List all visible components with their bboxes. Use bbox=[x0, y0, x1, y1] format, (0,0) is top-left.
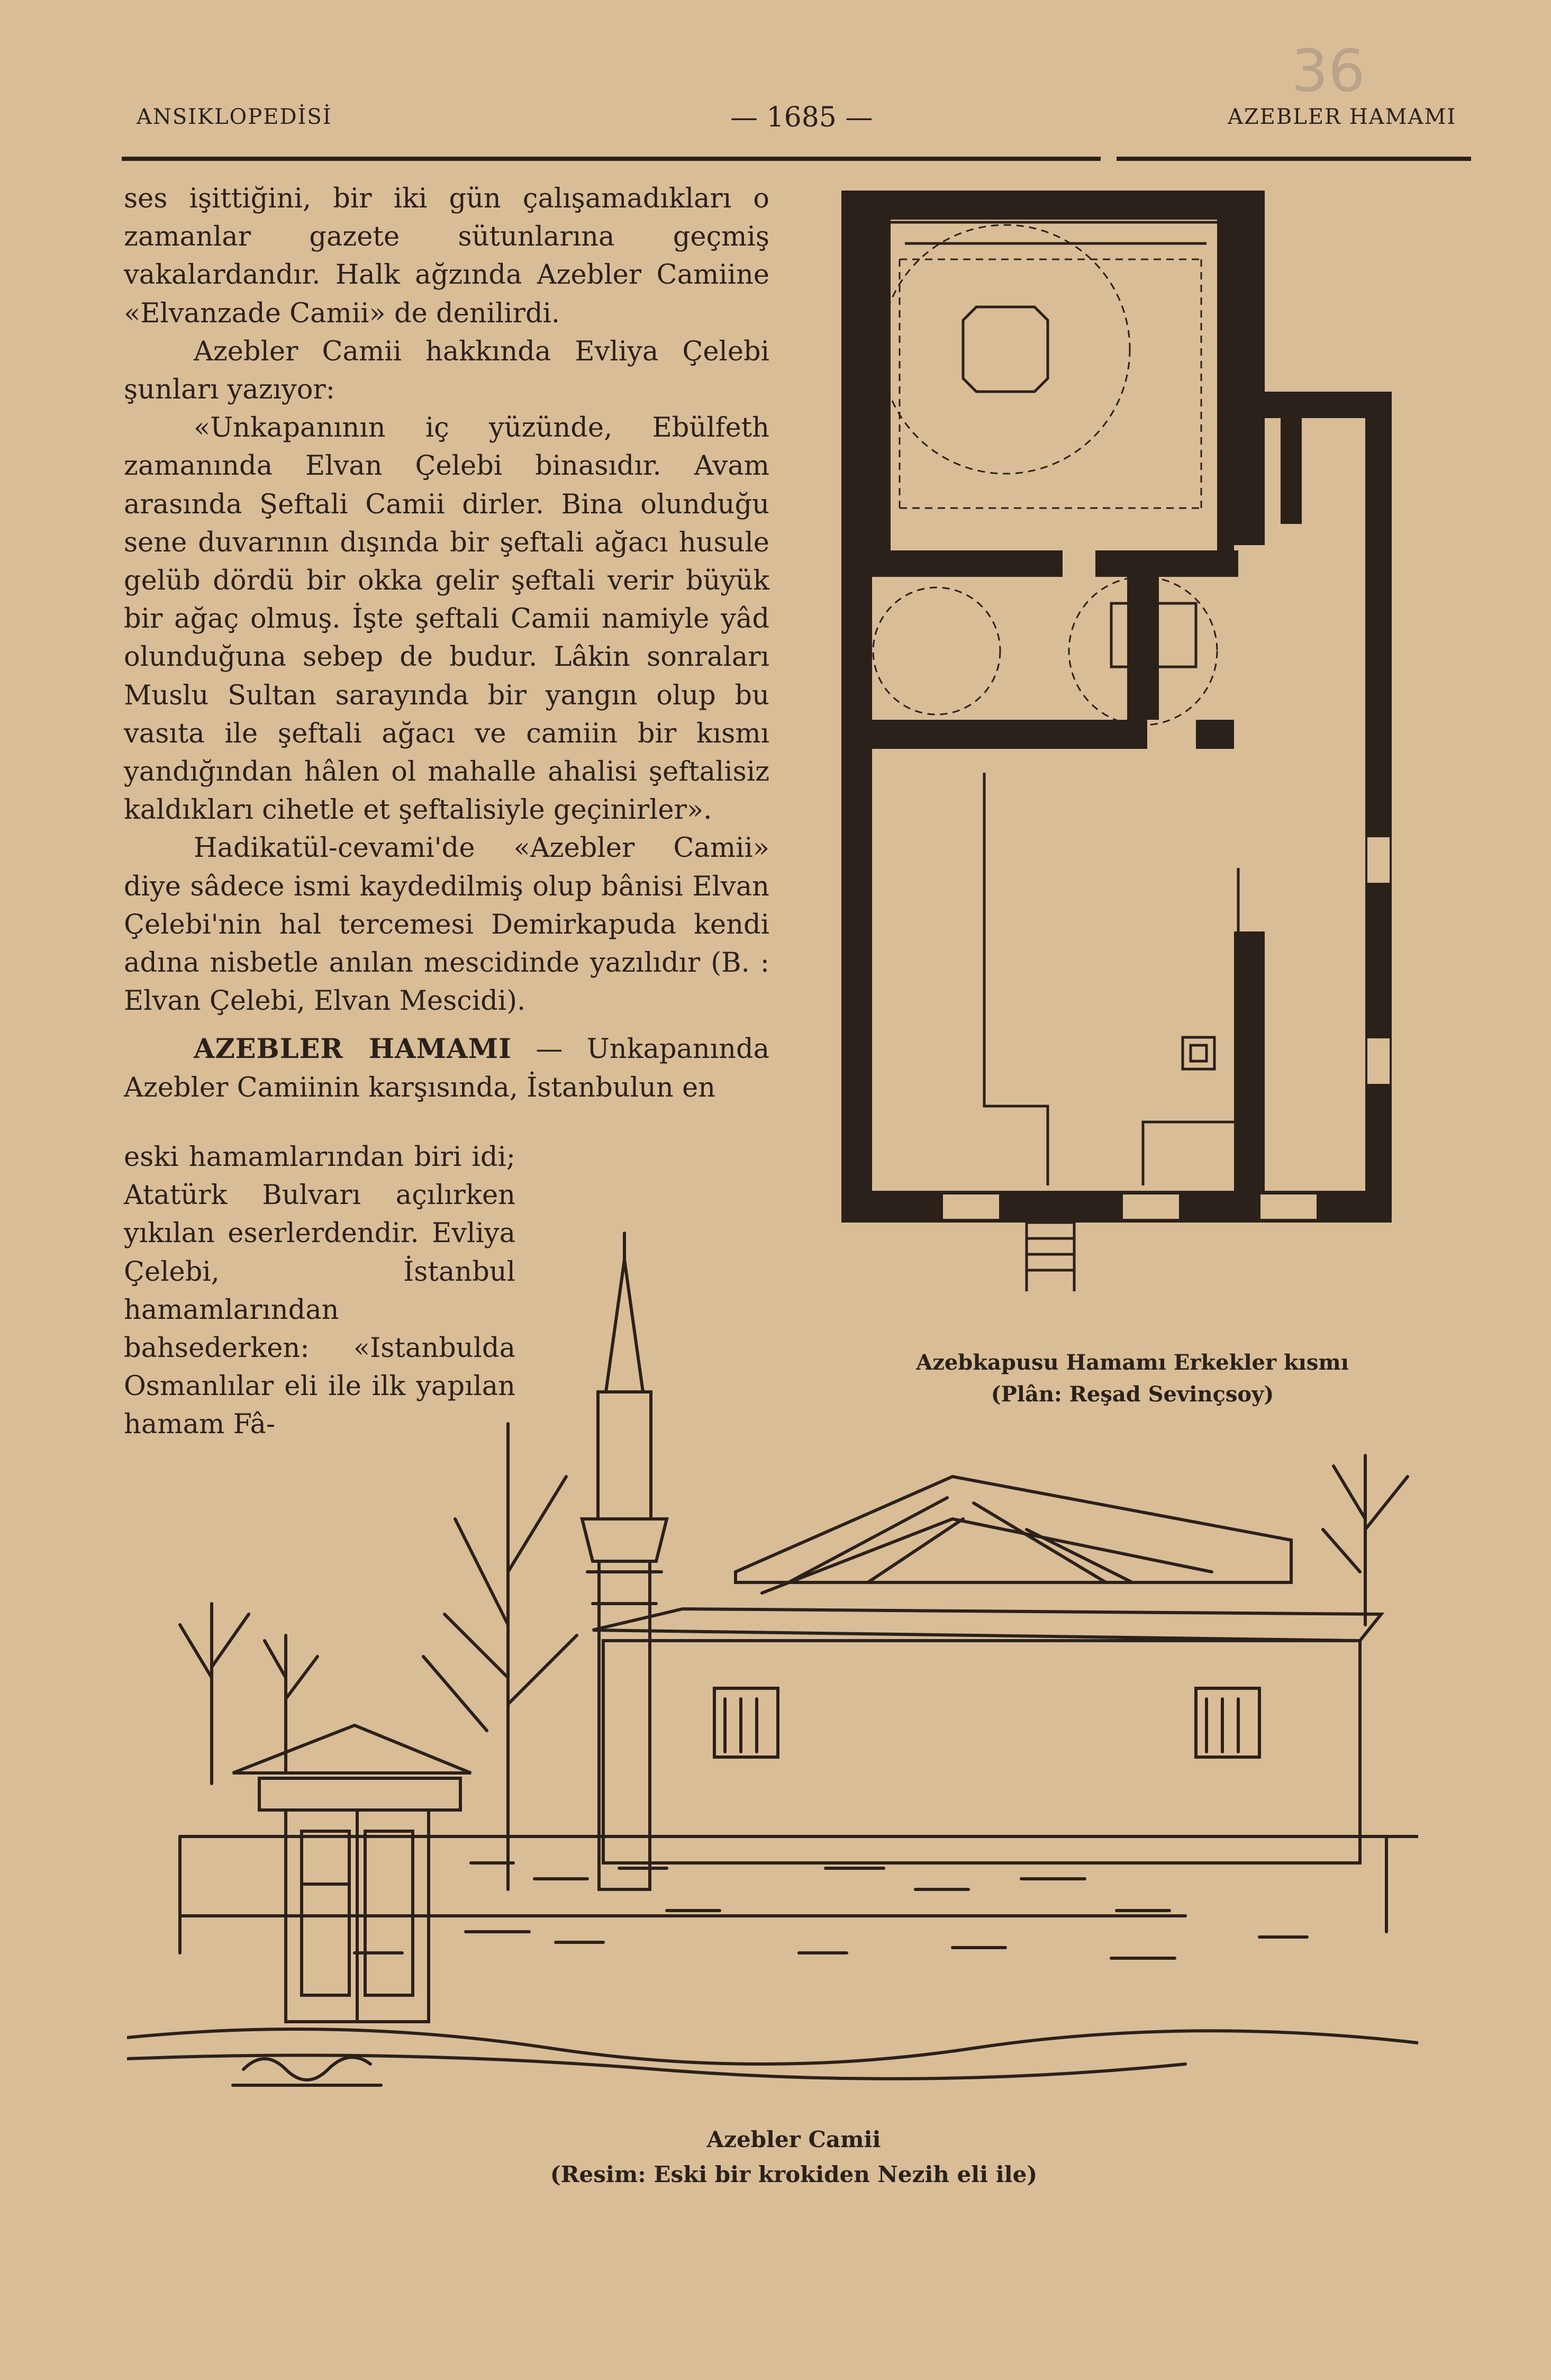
tree-sketch bbox=[180, 1424, 1408, 1889]
pencil-mark: 36 bbox=[1291, 37, 1365, 105]
page-number: — 1685 — bbox=[730, 102, 873, 133]
article-column bbox=[124, 180, 769, 1107]
paragraph: ses işittiğini, bir iki gün çalışamadıkları o zamanlar gazete sütunlarına geçmiş vakalardandır. Halk ağzında Azebler Camiine «Elvanzade Camii» de denilirdi. bbox=[124, 183, 769, 329]
entry-intro: — Unkapanında Azebler Camiinin karşısında, İstanbulun en bbox=[124, 1034, 769, 1103]
plan-dome-lines bbox=[873, 225, 1217, 725]
paragraph: Azebler Camii hakkında Evliya Çelebi şunları yazıyor: bbox=[124, 336, 769, 406]
courtyard-wall bbox=[180, 1725, 1418, 2022]
minaret bbox=[582, 1233, 667, 1889]
running-header-right: AZEBLER HAMAMI bbox=[1228, 105, 1457, 129]
header-rule-left bbox=[122, 157, 1101, 161]
plan-details bbox=[889, 222, 1238, 1291]
running-header-left: ANSIKLOPEDİSİ bbox=[137, 105, 332, 129]
paragraph: Hadikatül-cevami'de «Azebler Camii» diye sâdece ismi kaydedilmiş olup bânisi Elvan Çelebi'nin hal tercemesi Demirkapuda kendi adına nisbetle anılan mescidinde yazılıdır (B. : Elvan Çelebi, Elvan Mescidi). bbox=[124, 832, 769, 1017]
mosque-wall bbox=[603, 1641, 1360, 1863]
sketch-caption-title: Azebler Camii bbox=[706, 2126, 881, 2152]
artist-signature bbox=[233, 2057, 381, 2085]
hamam-floor-plan bbox=[826, 191, 1423, 1302]
plan-caption-title: Azebkapusu Hamamı Erkekler kısmı bbox=[916, 1350, 1349, 1375]
paragraph: «Unkapanının iç yüzünde, Ebülfeth zamanında Elvan Çelebi binasıdır. Avam arasında Şeftali Camii dirler. Bina olunduğu sene duvarının dışında bir şeftali ağacı husule gelüb dördü bir okka gelir şeftali verir büyük bir ağaç olmuş. İşte şeftali Camii namiyle yâd olunduğuna sebep de budur. Lâkin sonraları Muslu Sultan sarayında bir yangın olup bu vasıta ile şeftali ağacı ve camiin bir kısmı yandığından hâlen ol mahalle ahalisi şeftalisiz kaldıkları cihetle et şeftalisiyle geçinirler». bbox=[124, 412, 769, 826]
plan-caption-credit: (Plân: Reşad Sevinçsoy) bbox=[991, 1382, 1274, 1407]
entry-paragraph bbox=[124, 1030, 769, 1107]
azebler-camii-sketch bbox=[127, 1201, 1418, 2112]
entry-continued: eski hamamlarından biri idi; Atatürk Bulvarı açılırken yıkılan eserlerdendir. Evliya Çelebi, İstanbul hamamlarından bahsederken: «Istanbulda Osmanlılar eli ile ilk yapılan hamam Fâ- bbox=[124, 1142, 515, 1441]
entry-title: AZEBLER HAMAMI bbox=[194, 1033, 512, 1065]
mosque-roof bbox=[593, 1477, 1381, 1641]
header-rule-right bbox=[1117, 157, 1471, 161]
sketch-caption bbox=[370, 2122, 1217, 2192]
ground-line bbox=[127, 2029, 1418, 2064]
sketch-caption-credit: (Resim: Eski bir krokiden Nezih eli ile) bbox=[550, 2161, 1038, 2187]
plan-windows bbox=[942, 836, 1391, 1220]
plan-walls bbox=[841, 191, 1392, 1223]
